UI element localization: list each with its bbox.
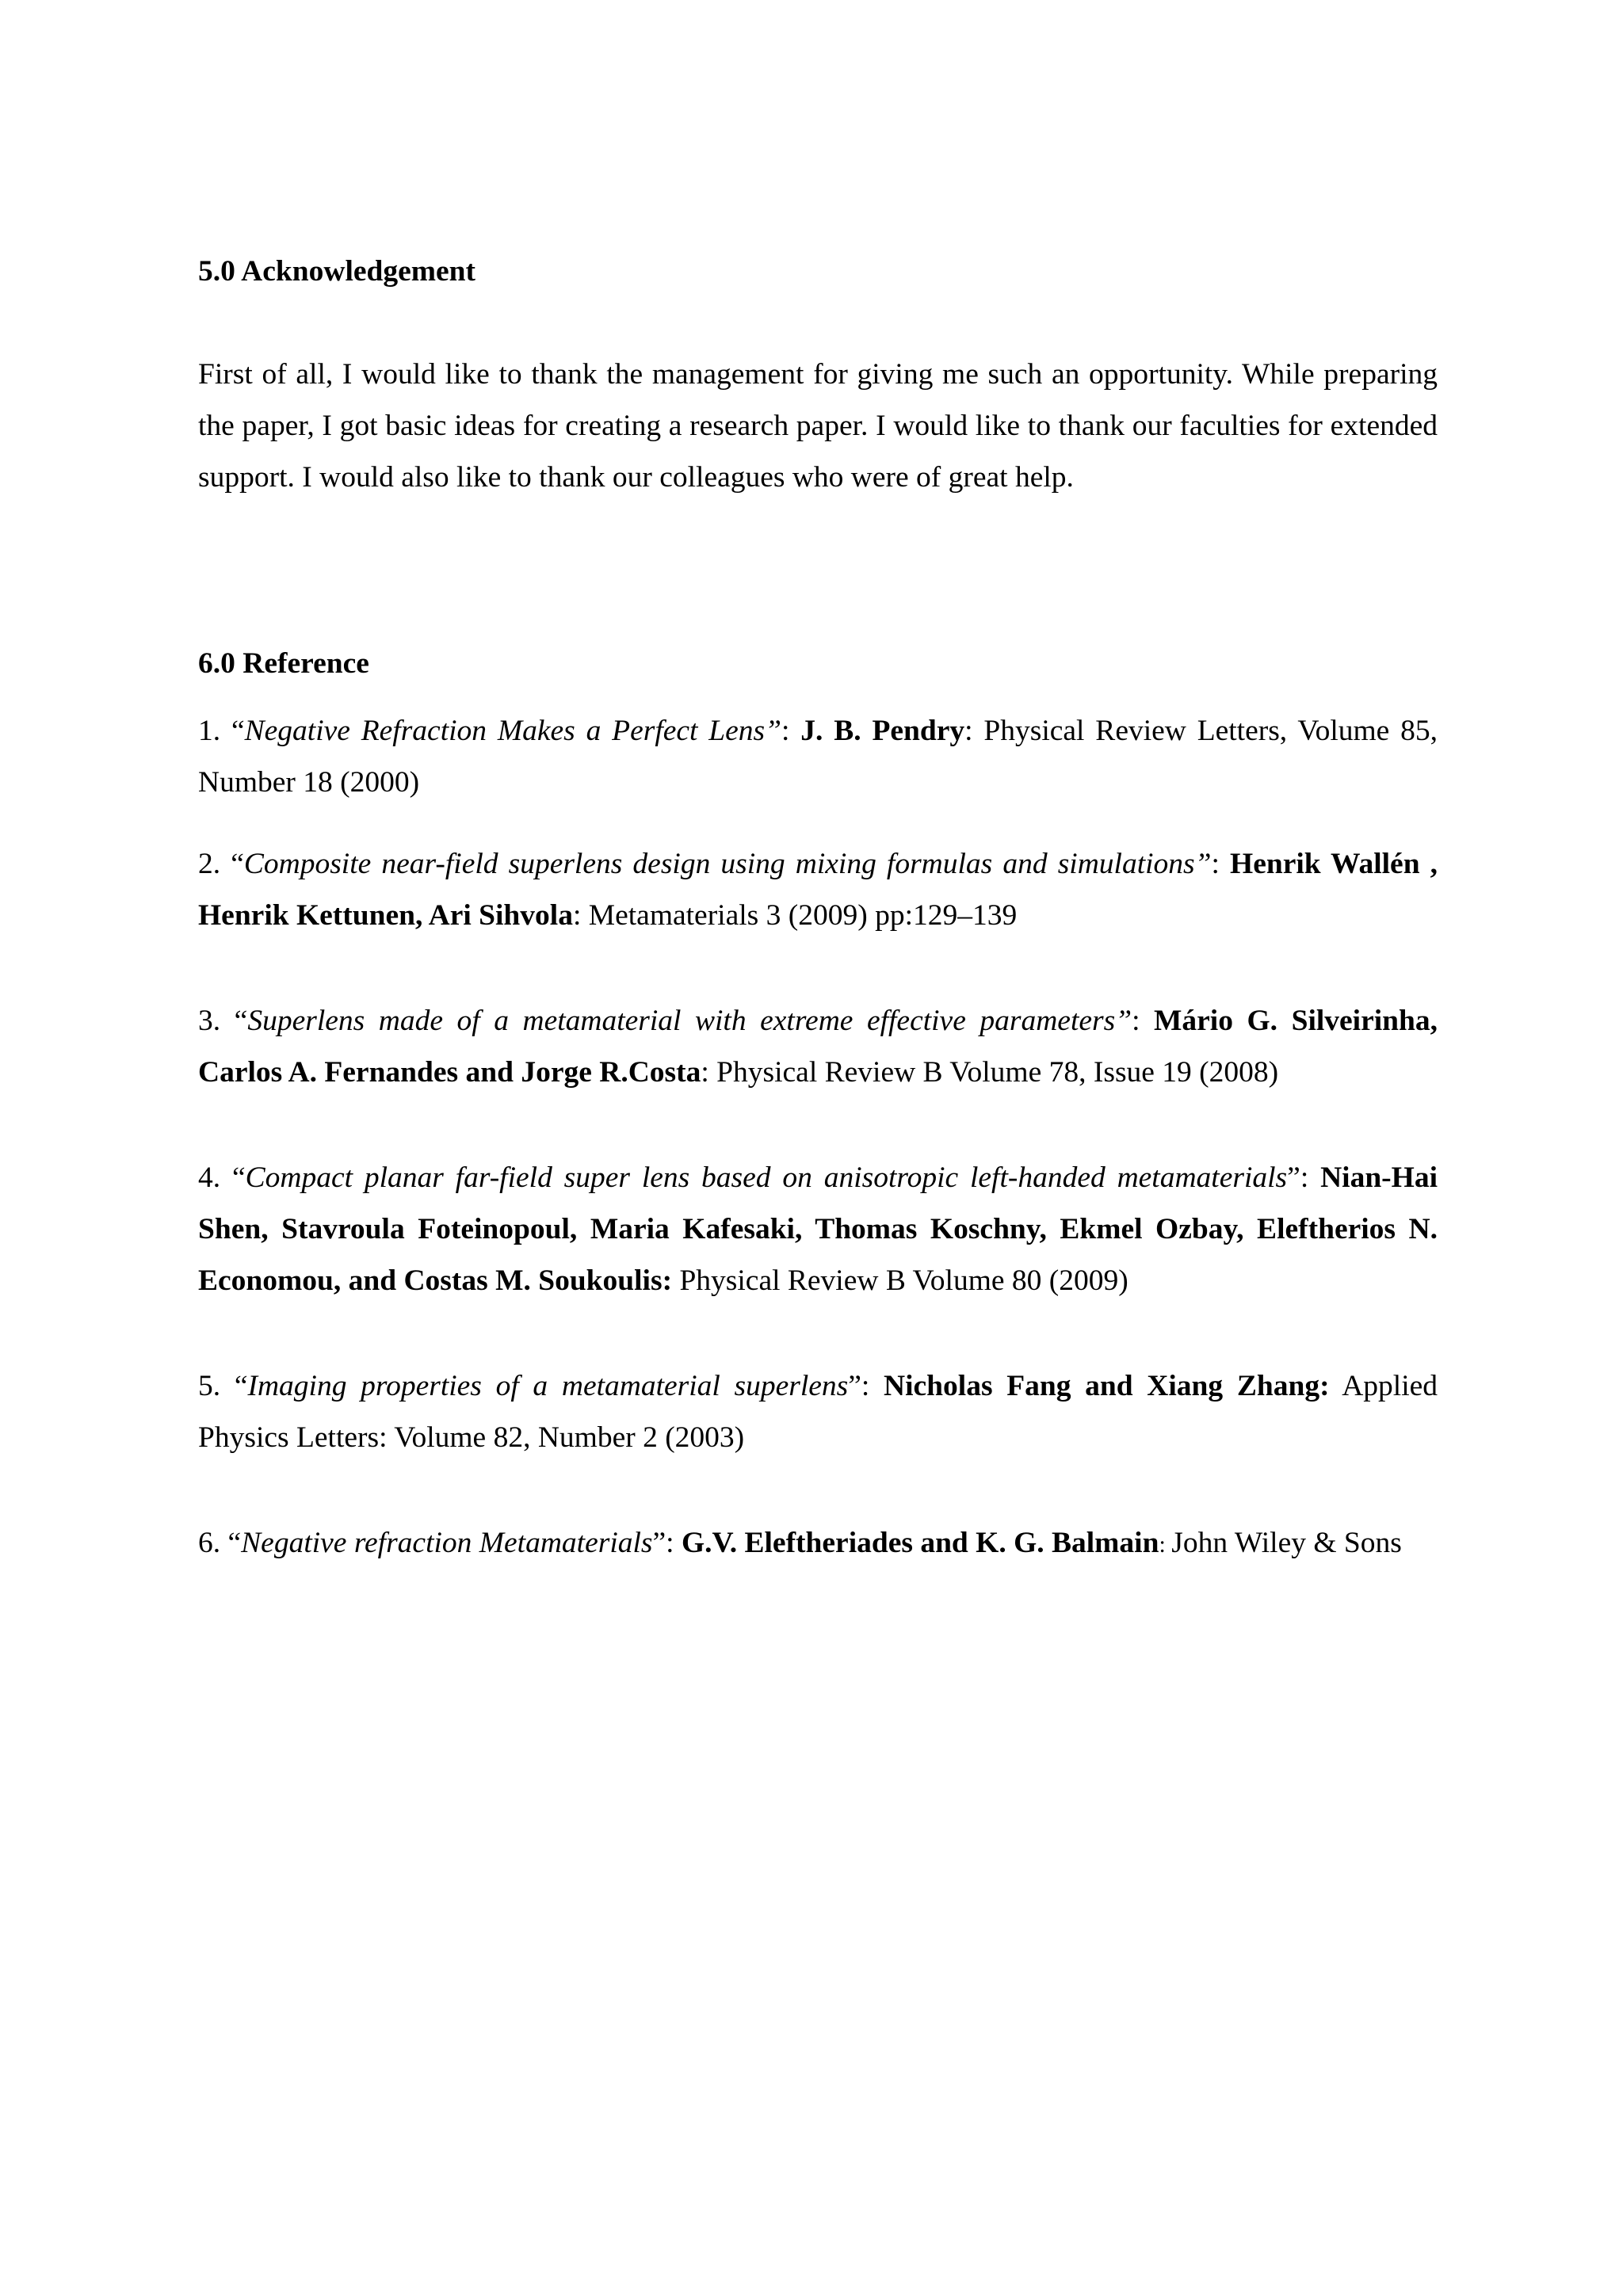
reference-number: 1.	[198, 715, 231, 747]
reference-source: Physical Review B Volume 78, Issue 19 (2008)	[716, 1056, 1279, 1089]
reference-source: Applied Physics Letters: Volume 82, Number 2 (2003)	[198, 1370, 1438, 1454]
reference-separator: :	[666, 1527, 682, 1559]
reference-source: Metamaterials 3 (2009) pp:129–139	[588, 899, 1018, 932]
reference-separator: :	[1211, 848, 1231, 880]
reference-separator: :	[701, 1056, 717, 1089]
reference-close-quote: ”	[1115, 1005, 1132, 1037]
reference-title: Imaging properties of a metamaterial superlens	[247, 1370, 849, 1402]
reference-separator: :	[572, 899, 589, 932]
reference-title: Superlens made of a metamaterial with extreme effective parameters	[247, 1005, 1116, 1037]
reference-separator: :	[964, 715, 984, 747]
reference-title: Composite near-field superlens design using mixing formulas and simulations	[243, 848, 1195, 880]
reference-separator: :	[781, 715, 801, 747]
reference-authors: G.V. Eleftheriades and K. G. Balmain	[681, 1527, 1159, 1559]
reference-authors: Nicholas Fang and Xiang Zhang:	[884, 1370, 1330, 1402]
reference-title: Compact planar far-field super lens based on anisotropic left-handed metamaterials	[245, 1161, 1288, 1194]
reference-item	[198, 1517, 1438, 1570]
reference-close-quote: ”	[652, 1527, 666, 1559]
reference-open-quote: “	[234, 1370, 248, 1402]
reference-source: Physical Review B Volume 80 (2009)	[679, 1264, 1128, 1297]
reference-open-quote: “	[231, 1161, 246, 1194]
reference-separator: :	[1159, 1531, 1172, 1558]
reference-separator: :	[861, 1370, 884, 1402]
reference-separator	[1330, 1370, 1342, 1402]
reference-separator: :	[1132, 1005, 1155, 1037]
reference-open-quote: “	[231, 715, 245, 747]
reference-authors: Nian-Hai Shen, Stavroula Foteinopoul, Maria Kafesaki, Thomas Koschny, Ekmel Ozbay, Eleftherios N. Economou, and Costas M. Soukoulis:	[198, 1161, 1438, 1297]
reference-number: 2.	[198, 848, 231, 880]
reference-heading: 6.0 Reference	[198, 647, 369, 680]
reference-open-quote: “	[231, 848, 244, 880]
reference-number: 4.	[198, 1161, 232, 1194]
acknowledgement-heading: 5.0 Acknowledgement	[198, 255, 475, 288]
reference-open-quote: “	[227, 1527, 242, 1559]
reference-source: Physical Review Letters, Volume 85, Number 18 (2000)	[198, 715, 1438, 799]
reference-authors: Mário G. Silveirinha, Carlos A. Fernandes and Jorge R.Costa	[198, 1005, 1438, 1089]
reference-number: 3.	[198, 1005, 235, 1037]
reference-close-quote: ”	[1287, 1161, 1300, 1194]
reference-item	[198, 995, 1438, 1098]
reference-item	[198, 705, 1438, 808]
reference-close-quote: ”	[765, 715, 781, 747]
reference-source: John Wiley & Sons	[1171, 1527, 1402, 1559]
reference-close-quote: ”	[848, 1370, 861, 1402]
reference-item	[198, 838, 1438, 941]
reference-close-quote: ”	[1194, 848, 1212, 880]
acknowledgement-paragraph: First of all, I would like to thank the management for giving me such an opportunity. While preparing the paper, I got basic ideas for creating a research paper. I would like to thank our faculties for extended support. I would also like to thank our colleagues who were of great help.	[198, 358, 1438, 494]
reference-authors: J. B. Pendry	[800, 715, 965, 747]
reference-open-quote: “	[234, 1005, 248, 1037]
reference-title: Negative refraction Metamaterials	[241, 1527, 653, 1559]
page-content	[198, 246, 1438, 1570]
reference-authors: Henrik Wallén , Henrik Kettunen, Ari Sihvola	[198, 848, 1438, 932]
reference-separator: :	[1300, 1161, 1321, 1194]
reference-item	[198, 1152, 1438, 1306]
reference-number: 5.	[198, 1370, 235, 1402]
reference-title: Negative Refraction Makes a Perfect Lens	[244, 715, 766, 747]
reference-number: 6.	[198, 1527, 228, 1559]
reference-item	[198, 1360, 1438, 1463]
